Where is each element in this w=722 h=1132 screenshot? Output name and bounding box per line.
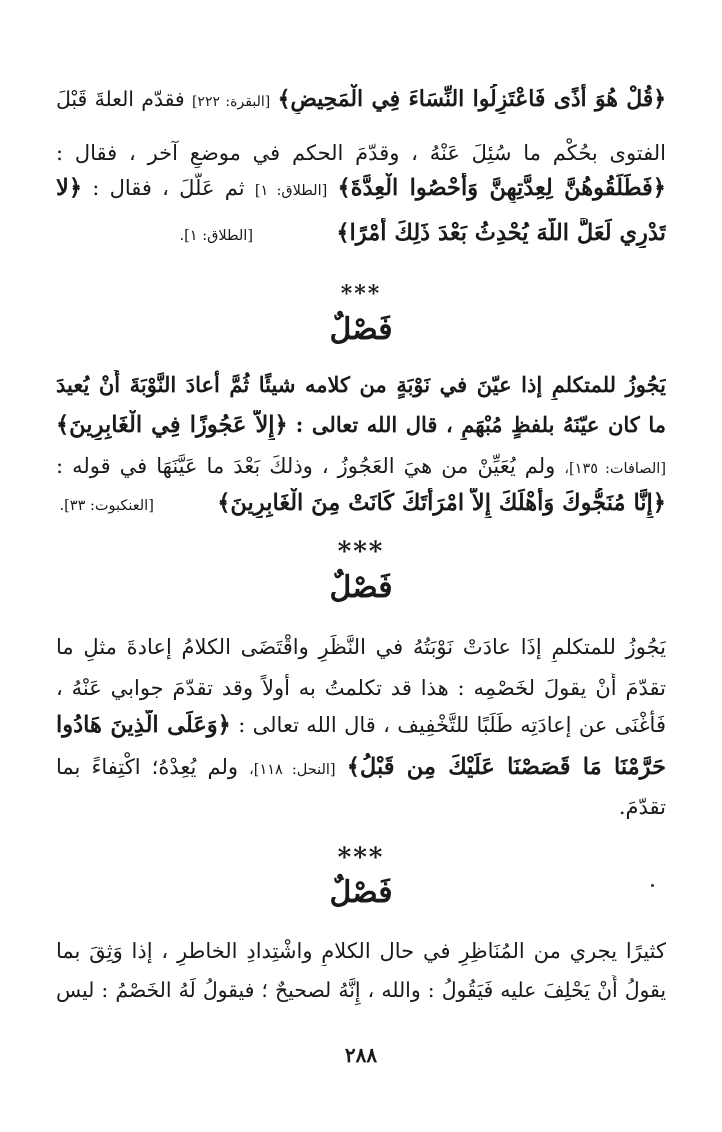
quran-verse: ﴿قُلْ هُوَ أَذًى فَاعْتَزِلُوا النِّسَاءَ فِي الْمَحِيضِ﴾: [277, 87, 666, 112]
verse-reference: [النحل: ١١٨]،: [249, 762, 336, 778]
page-number: ٢٨٨: [344, 1043, 378, 1067]
paragraph-line: [56, 218, 666, 248]
paragraph-line: يَجُوزُ للمتكلمِ إذَا عادَتْ نَوْبَتُهُ في النَّظَرِ واقْتَضَى الكلامُ إعادةَ مثلِ ما: [56, 635, 666, 659]
paragraph-line: [56, 752, 666, 782]
verse-reference: [الطلاق: ١].: [179, 228, 253, 244]
paragraph-line: تقدّمَ.: [618, 795, 666, 819]
paragraph-line: يقولُ أَنْ يَحْلِفَ عليه فَيَقُولُ : والله ، إِنَّهُ لصحيحٌ ؛ فيقولُ لَهُ الخَصْمُ : ليس: [56, 978, 666, 1002]
quran-verse: ﴿فَطَلِّقُوهُنَّ لِعِدَّتِهِنَّ وَأَحْصُوا الْعِدَّةَ﴾: [337, 175, 666, 201]
text-run: يَجُوزُ للمتكلمِ إذا عيّنَ في نَوْبَةٍ من كلامه شيئًا ثُمَّ أعادَ النَّوْبَةَ أَنْ يُعيدَ: [56, 372, 666, 397]
paragraph-line: [56, 451, 666, 481]
quran-verse: ﴿إِنَّا مُنَجُّوكَ وَأَهْلَكَ إِلاَّ امْرَأَتَكَ كَانَتْ مِنَ الْغَابِرِينَ﴾: [217, 490, 666, 516]
stray-mark: [651, 884, 654, 887]
text-run: ولم يُعَيِّنْ من هيَ العَجُوزُ ، وذلكَ بَعْدَ ما عَيَّنَهَا في قوله :: [56, 454, 556, 478]
verse-reference: [العنكبوت: ٣٣].: [59, 498, 154, 514]
paragraph-line: تقدّمَ أَنْ يقولَ لخَصْمِه : هذا قد تكلمتُ به أولاً وقد تقدّمَ جوابي عَنْهُ ،: [56, 676, 666, 700]
paragraph-line: [56, 173, 666, 203]
paragraph-line: [56, 488, 666, 518]
section-heading: فَصْلٌ: [329, 570, 393, 605]
paragraph-line: [56, 410, 666, 440]
quran-verse: ﴿إِلاَّ عَجُوزًا فِي الْغَابِرِينَ﴾: [56, 412, 288, 438]
paragraph-line: كثيرًا يجري من المُنَاظِرِ في حال الكلامِ واشْتِدادِ الخاطرِ ، إذا وَثِقَ بما: [56, 939, 666, 963]
paragraph-line: [56, 370, 666, 400]
section-heading: فَصْلٌ: [329, 875, 393, 910]
text-run: فقدّم العلةَ قَبْلَ: [56, 87, 185, 111]
text-run: ثم عَلَّلَ ، فقال :: [92, 176, 245, 200]
section-separator: ***: [337, 537, 385, 567]
text-run: ولم يُعِدْهُ؛ اكْتِفاءً بما: [56, 755, 238, 779]
quran-verse: تَدْرِي لَعَلَّ اللَّهَ يُحْدِثُ بَعْدَ ذَلِكَ أَمْرًا﴾: [336, 220, 666, 246]
section-heading: فَصْلٌ: [329, 312, 393, 347]
text-run: فَأَغْنَى عن إعادَتِه طَلَبًا للتَّخْفِيف ، قال الله تعالى :: [238, 713, 666, 737]
verse-reference: [البقرة: ٢٢٢]: [191, 94, 271, 110]
quran-verse: ﴿لا: [56, 175, 83, 201]
section-separator: ***: [340, 281, 382, 307]
paragraph-line: الفتوى بحُكْم ما سُئِلَ عَنْهُ ، وقدّمَ الحكم في موضعٍ آخر ، فقال :: [56, 141, 666, 165]
verse-reference: [الصافات: ١٣٥]،: [564, 461, 666, 477]
section-separator: ***: [337, 843, 385, 873]
quran-verse: حَرَّمْنَا مَا قَصَصْنَا عَلَيْكَ مِن قَبْلُ﴾: [346, 754, 666, 780]
verse-reference: [الطلاق: ١]: [254, 183, 328, 199]
quran-verse: ﴿وَعَلَى الَّذِينَ هَادُوا: [56, 712, 231, 738]
paragraph-line: [56, 710, 666, 740]
paragraph-line: [56, 84, 666, 114]
text-run: ما كان عيّنَهُ بلفظٍ مُبْهَمٍ ، قال الله تعالى :: [295, 412, 666, 437]
